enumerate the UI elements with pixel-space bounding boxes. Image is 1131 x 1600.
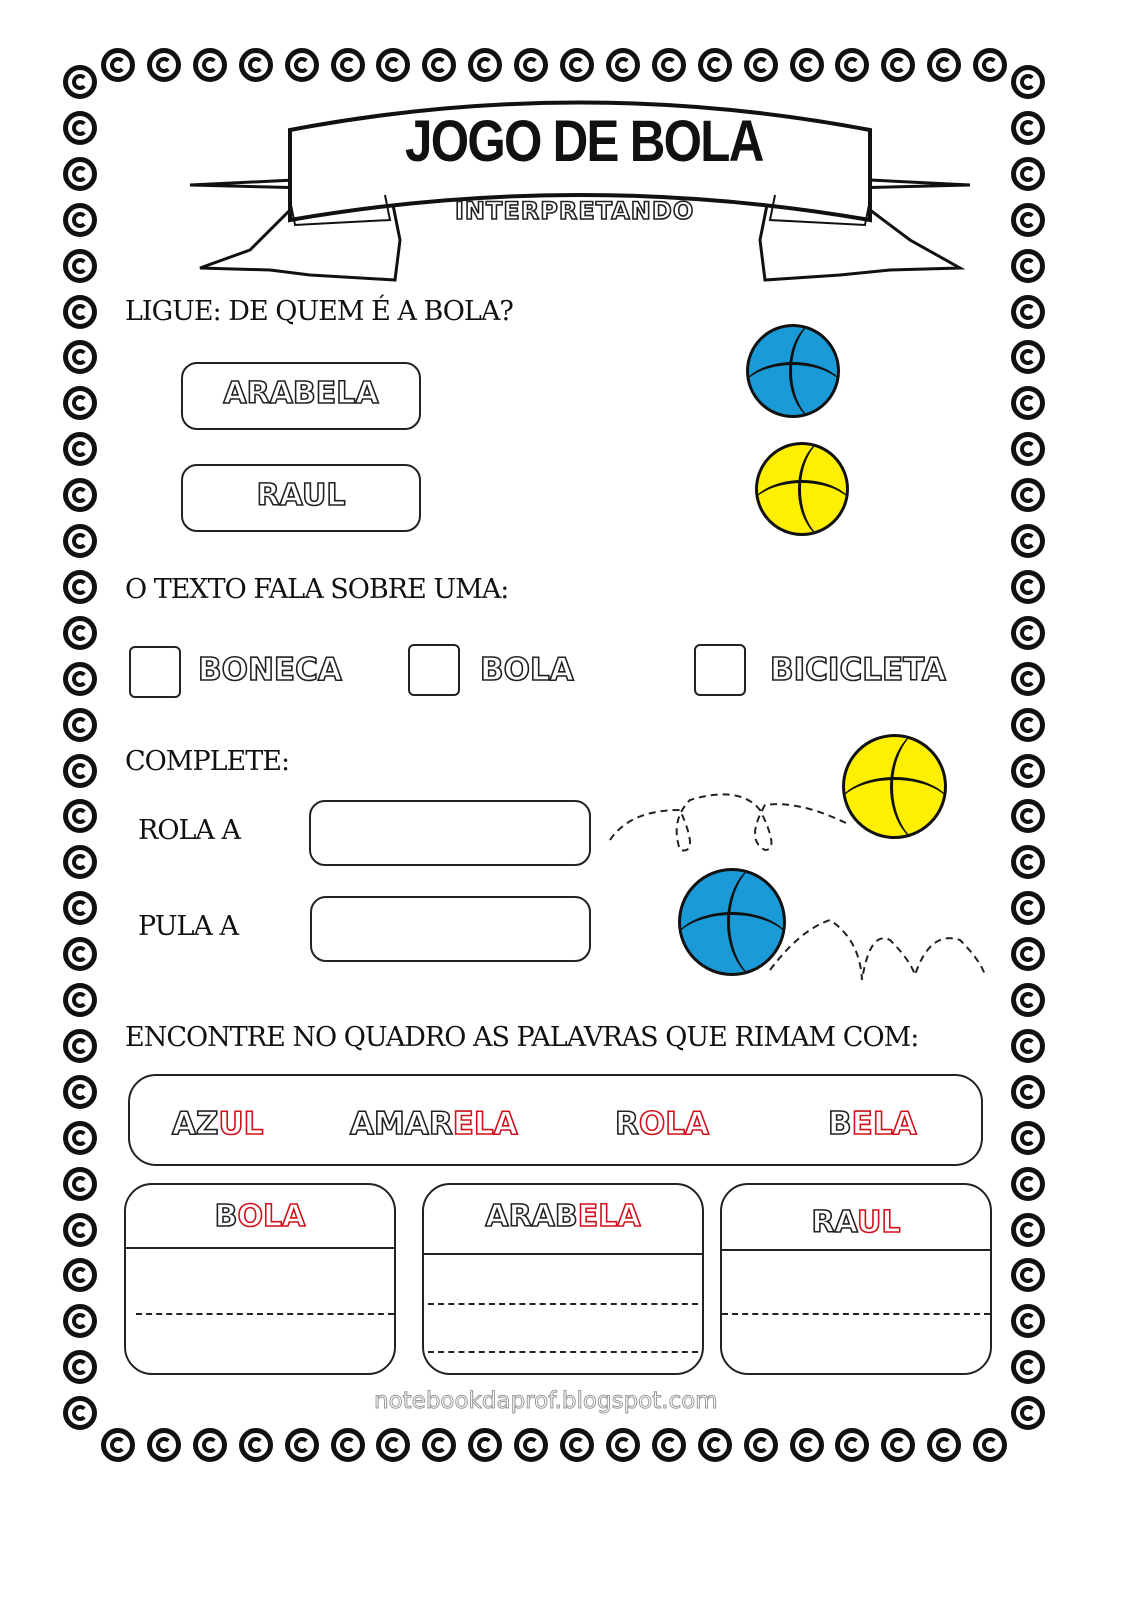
spiral-icon — [1011, 1121, 1045, 1155]
spiral-icon — [514, 1428, 548, 1462]
spiral-icon — [1011, 524, 1045, 558]
complete-label-1: ROLA A — [138, 815, 240, 846]
blue-ball-icon — [678, 868, 786, 976]
spiral-icon — [63, 891, 97, 925]
spiral-icon — [744, 48, 778, 82]
spiral-icon — [1011, 386, 1045, 420]
option-bicicleta: BICICLETA — [770, 652, 946, 688]
spiral-icon — [376, 1428, 410, 1462]
q3-prompt: COMPLETE: — [125, 746, 290, 777]
spiral-icon — [63, 1029, 97, 1063]
spiral-icon — [63, 1213, 97, 1247]
spiral-icon — [63, 1121, 97, 1155]
q4-prompt: ENCONTRE NO QUADRO AS PALAVRAS QUE RIMAM COM: — [125, 1022, 919, 1053]
spiral-icon — [1011, 708, 1045, 742]
spiral-icon — [63, 662, 97, 696]
rhyme-words-box — [128, 1074, 983, 1166]
spiral-icon — [63, 524, 97, 558]
spiral-icon — [1011, 799, 1045, 833]
spiral-icon — [835, 48, 869, 82]
complete-label-2: PULA A — [138, 911, 238, 942]
yellow-ball-icon — [842, 734, 947, 839]
spiral-icon — [973, 1428, 1007, 1462]
page-title: JOGO DE BOLA — [405, 109, 763, 174]
spiral-icon — [1011, 249, 1045, 283]
name-label: RAUL — [256, 478, 346, 513]
spiral-icon — [101, 48, 135, 82]
spiral-icon — [63, 1075, 97, 1109]
spiral-icon — [606, 1428, 640, 1462]
spiral-icon — [1011, 891, 1045, 925]
spiral-icon — [1011, 983, 1045, 1017]
rhyme-word-bela: BELA — [828, 1106, 917, 1142]
spiral-icon — [63, 799, 97, 833]
checkbox-bicicleta[interactable] — [694, 644, 746, 696]
spiral-icon — [193, 48, 227, 82]
page-subtitle: INTERPRETANDO — [455, 197, 695, 225]
spiral-icon — [835, 1428, 869, 1462]
spiral-icon — [698, 1428, 732, 1462]
spiral-icon — [63, 708, 97, 742]
spiral-icon — [63, 65, 97, 99]
checkbox-bola[interactable] — [408, 644, 460, 696]
spiral-icon — [331, 48, 365, 82]
spiral-icon — [1011, 478, 1045, 512]
spiral-icon — [63, 937, 97, 971]
spiral-icon — [1011, 1304, 1045, 1338]
spiral-icon — [698, 48, 732, 82]
spiral-icon — [1011, 157, 1045, 191]
footer-url: notebookdaprof.blogspot.com — [374, 1388, 718, 1414]
card-word: ARABELA — [485, 1199, 641, 1234]
spiral-icon — [63, 1304, 97, 1338]
spiral-icon — [1011, 1029, 1045, 1063]
writing-line[interactable] — [428, 1303, 698, 1305]
spiral-icon — [1011, 65, 1045, 99]
spiral-icon — [1011, 1213, 1045, 1247]
writing-line[interactable] — [722, 1313, 990, 1315]
spiral-icon — [1011, 1258, 1045, 1292]
spiral-icon — [285, 48, 319, 82]
spiral-icon — [1011, 616, 1045, 650]
rhyme-word-azul: AZUL — [172, 1106, 264, 1142]
answer-field-2[interactable] — [310, 896, 591, 962]
spiral-icon — [881, 48, 915, 82]
spiral-icon — [63, 845, 97, 879]
spiral-icon — [63, 249, 97, 283]
spiral-icon — [147, 48, 181, 82]
spiral-icon — [973, 48, 1007, 82]
spiral-icon — [147, 1428, 181, 1462]
spiral-icon — [331, 1428, 365, 1462]
spiral-icon — [790, 1428, 824, 1462]
option-boneca: BONECA — [198, 652, 342, 688]
rhyme-word-rola: ROLA — [615, 1106, 709, 1142]
spiral-icon — [1011, 340, 1045, 374]
spiral-icon — [927, 1428, 961, 1462]
name-label: ARABELA — [223, 376, 379, 411]
spiral-icon — [468, 1428, 502, 1462]
spiral-icon — [63, 616, 97, 650]
spiral-icon — [239, 1428, 273, 1462]
spiral-icon — [1011, 432, 1045, 466]
spiral-icon — [63, 386, 97, 420]
spiral-icon — [560, 1428, 594, 1462]
spiral-icon — [1011, 570, 1045, 604]
spiral-icon — [63, 1350, 97, 1384]
spiral-icon — [193, 1428, 227, 1462]
spiral-icon — [514, 48, 548, 82]
spiral-icon — [63, 295, 97, 329]
spiral-icon — [927, 48, 961, 82]
spiral-icon — [1011, 203, 1045, 237]
spiral-icon — [881, 1428, 915, 1462]
name-box-arabela[interactable] — [181, 362, 421, 430]
spiral-icon — [652, 1428, 686, 1462]
q1-prompt: LIGUE: DE QUEM É A BOLA? — [125, 296, 513, 327]
rhyme-word-amarela: AMARELA — [350, 1106, 518, 1142]
yellow-ball-icon[interactable] — [755, 442, 849, 536]
name-box-raul[interactable] — [181, 464, 421, 532]
q2-prompt: O TEXTO FALA SOBRE UMA: — [125, 574, 509, 605]
spiral-icon — [1011, 1350, 1045, 1384]
spiral-icon — [422, 48, 456, 82]
spiral-icon — [101, 1428, 135, 1462]
spiral-icon — [1011, 1396, 1045, 1430]
spiral-icon — [63, 203, 97, 237]
card-word: RAUL — [811, 1205, 901, 1240]
spiral-icon — [376, 48, 410, 82]
spiral-icon — [63, 478, 97, 512]
spiral-icon — [1011, 295, 1045, 329]
spiral-icon — [63, 340, 97, 374]
spiral-icon — [606, 48, 640, 82]
writing-line[interactable] — [428, 1351, 698, 1353]
spiral-icon — [744, 1428, 778, 1462]
spiral-icon — [239, 48, 273, 82]
checkbox-boneca[interactable] — [129, 646, 181, 698]
spiral-icon — [63, 1258, 97, 1292]
option-bola: BOLA — [480, 652, 574, 688]
writing-line[interactable] — [136, 1313, 394, 1315]
spiral-icon — [63, 1167, 97, 1201]
spiral-icon — [1011, 754, 1045, 788]
spiral-icon — [63, 1396, 97, 1430]
spiral-icon — [652, 48, 686, 82]
spiral-icon — [63, 111, 97, 145]
spiral-icon — [422, 1428, 456, 1462]
spiral-icon — [1011, 1167, 1045, 1201]
spiral-icon — [1011, 937, 1045, 971]
spiral-icon — [1011, 845, 1045, 879]
spiral-icon — [63, 754, 97, 788]
spiral-icon — [1011, 111, 1045, 145]
spiral-icon — [560, 48, 594, 82]
spiral-icon — [285, 1428, 319, 1462]
blue-ball-icon[interactable] — [746, 324, 840, 418]
rhyme-card-bola — [124, 1183, 396, 1375]
card-word: BOLA — [214, 1199, 306, 1234]
answer-field-1[interactable] — [309, 800, 591, 866]
rhyme-card-raul — [720, 1183, 992, 1375]
spiral-icon — [63, 983, 97, 1017]
spiral-icon — [468, 48, 502, 82]
rhyme-card-arabela — [422, 1183, 704, 1375]
spiral-icon — [63, 157, 97, 191]
spiral-icon — [63, 432, 97, 466]
spiral-icon — [63, 570, 97, 604]
spiral-icon — [1011, 1075, 1045, 1109]
spiral-icon — [1011, 662, 1045, 696]
spiral-icon — [790, 48, 824, 82]
